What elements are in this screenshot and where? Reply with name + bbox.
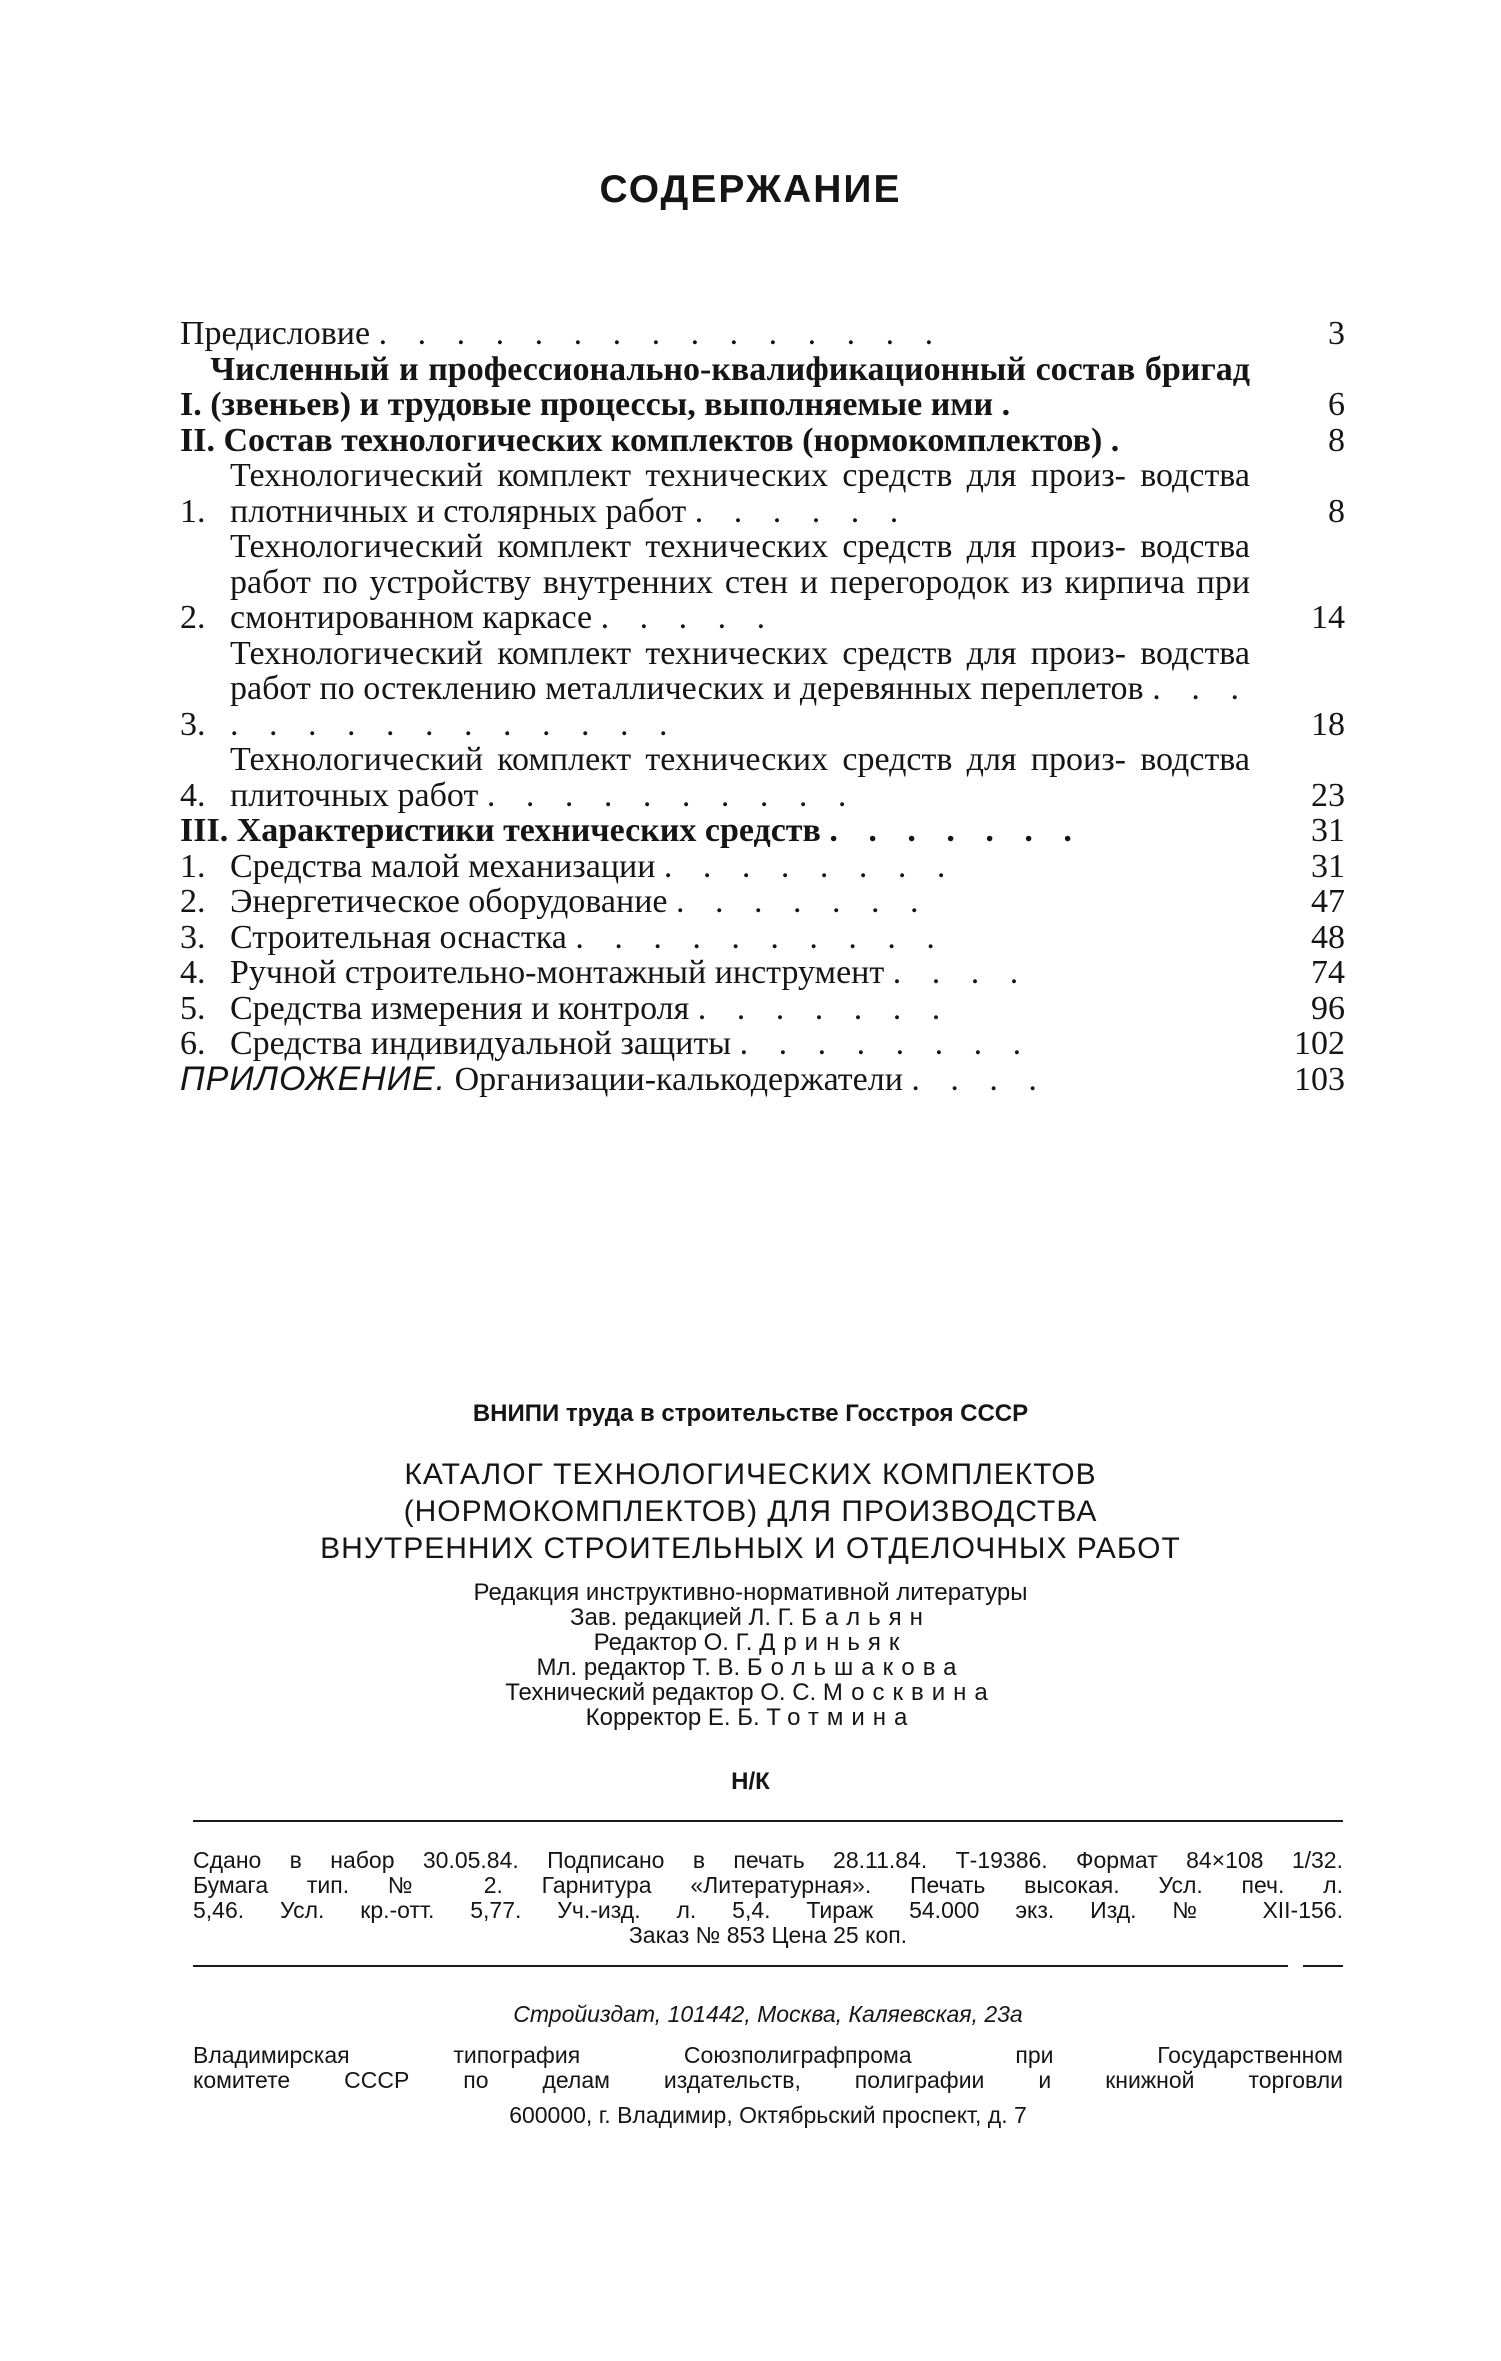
printer-line: комитете СССР по делам издательств, полиграфии и книжной торговли: [193, 2067, 1343, 2093]
toc-entry-number: III.: [180, 812, 237, 849]
toc-page-number: 8: [1328, 492, 1345, 530]
toc-entry-text: [223, 423, 1250, 459]
publisher-address: Стройиздат, 101442, Москва, Каляевская, 23а: [513, 2001, 1023, 2027]
toc-entry: [180, 1059, 1345, 1098]
credit-surname: Дриньяк: [759, 1629, 908, 1656]
credit-line: [0, 1630, 1501, 1655]
toc-entry-line: Строительная оснастка: [230, 918, 567, 956]
credit-initials: О. С.: [760, 1679, 817, 1706]
toc-entry: [180, 849, 1345, 885]
credit-surname: Бальян: [801, 1604, 931, 1631]
credit-role: Технический редактор: [505, 1679, 754, 1706]
toc-entry: [180, 884, 1345, 920]
toc-entry-text: [237, 813, 1250, 849]
toc-entry-number: 2.: [180, 883, 206, 920]
toc-page-number: 18: [1311, 705, 1345, 743]
toc-title: СОДЕРЖАНИЕ: [599, 168, 902, 211]
toc-page-number: 8: [1328, 421, 1345, 459]
toc-entry: [180, 423, 1345, 459]
toc-entry-text: [230, 991, 1250, 1027]
toc-entry-text: [230, 742, 1250, 813]
divider-rule: [193, 1820, 1343, 1822]
toc-entry-text: [230, 636, 1250, 743]
toc-entry-line: Средства малой механизации: [230, 847, 656, 885]
toc-entry-line: Средства измерения и контроля: [230, 989, 690, 1027]
toc-leader-dots: . . . . . . .: [697, 989, 952, 1027]
toc-entry-line: Организации-калькодержатели: [454, 1060, 903, 1098]
toc-entry-number: 4.: [180, 776, 206, 814]
toc-entry: [180, 991, 1345, 1027]
toc-entry-number: 1.: [180, 847, 206, 885]
nk-mark: Н/К: [731, 1768, 770, 1795]
credit-line: [0, 1655, 1501, 1680]
toc-entry: [180, 742, 1345, 813]
toc-leader-dots: . . . . . . . .: [739, 1025, 1033, 1062]
toc-page-number: 74: [1311, 954, 1345, 991]
toc-entry-number: II.: [180, 421, 224, 459]
toc-entry-line: Энергетическое оборудование: [230, 883, 668, 920]
toc-entry-text: [230, 849, 1250, 885]
credit-role: Корректор: [585, 1704, 702, 1731]
table-of-contents: [180, 316, 1345, 1097]
toc-entry-number: 5.: [180, 989, 206, 1027]
toc-entry-text: [180, 1059, 1250, 1098]
credit-role: Зав. редакцией: [570, 1604, 742, 1631]
toc-entry-text: [230, 884, 1250, 920]
imprint-line: Заказ № 853 Цена 25 коп.: [628, 1922, 908, 1948]
publisher-line: ВНИПИ труда в строительстве Госстроя СССР: [472, 1400, 1029, 1427]
toc-entry-line: бригад (звеньев) и трудовые процессы, выполняемые ими: [210, 350, 1250, 423]
toc-entry-number: 3.: [180, 705, 206, 743]
toc-leader-dots: . . . . . .: [694, 492, 910, 530]
toc-entry: [180, 1026, 1345, 1062]
toc-entry-line: Технологический комплект технических средств для произ-: [230, 634, 1126, 672]
credit-line: [0, 1705, 1501, 1730]
credit-initials: Т. В.: [692, 1654, 741, 1681]
toc-leader-dots: . . . . . . .: [829, 812, 1083, 849]
credit-line: [0, 1605, 1501, 1630]
toc-entry-number: 4.: [180, 954, 206, 991]
toc-entry-number: 2.: [180, 599, 206, 636]
toc-entry: [180, 316, 1345, 352]
printer-city: 600000, г. Владимир, Октябрьский проспект, д. 7: [509, 2102, 1027, 2128]
toc-entry-text: [230, 955, 1250, 991]
editorial-office: Редакция инструктивно-нормативной литературы: [473, 1579, 1028, 1606]
toc-entry-number: I.: [180, 386, 211, 423]
toc-entry-line: Характеристики технических средств: [236, 812, 821, 849]
toc-page-number: 47: [1311, 883, 1345, 920]
credit-surname: Тотмина: [766, 1704, 916, 1731]
toc-leader-dots: . . . . . . .: [675, 883, 930, 920]
toc-leader-dots: . . . .: [892, 954, 1030, 991]
book-title-line: ВНУТРЕННИХ СТРОИТЕЛЬНЫХ И ОТДЕЛОЧНЫХ РАБОТ: [320, 1532, 1181, 1565]
toc-entry-line: Технологический комплект технических средств для произ-: [230, 457, 1126, 494]
toc-entry: [180, 352, 1345, 423]
toc-entry-number: 1.: [180, 492, 206, 530]
credit-surname: Москвина: [822, 1679, 996, 1706]
toc-entry-line: Средства индивидуальной защиты: [230, 1025, 732, 1062]
appendix-label: ПРИЛОЖЕНИЕ.: [180, 1059, 447, 1098]
toc-entry-line: Предисловие: [180, 315, 371, 352]
imprint-line: Бумага тип. № 2. Гарнитура «Литературная». Печать высокая. Усл. печ. л.: [193, 1872, 1343, 1898]
toc-leader-dots: . . . . . . . .: [663, 847, 957, 885]
credit-role: Мл. редактор: [536, 1654, 686, 1681]
credit-initials: Л. Г.: [748, 1604, 795, 1631]
toc-entry-line: переплетов: [980, 670, 1144, 707]
toc-entry: [180, 458, 1345, 529]
toc-leader-dots: .: [1110, 421, 1131, 459]
toc-entry-line: из кирпича при смонтированном каркасе: [230, 563, 1251, 636]
toc-leader-dots: .: [1001, 386, 1022, 423]
toc-entry-number: 6.: [180, 1025, 206, 1062]
toc-entry: [180, 636, 1345, 743]
divider-rule-short: [1303, 1965, 1343, 1967]
divider-rule: [193, 1965, 1288, 1967]
imprint-line: Сдано в набор 30.05.84. Подписано в печать 28.11.84. Т-19386. Формат 84×108 1/32.: [193, 1847, 1343, 1873]
toc-page-number: 6: [1328, 386, 1345, 423]
toc-entry: [180, 529, 1345, 636]
toc-entry: [180, 920, 1345, 956]
credit-role: Редактор: [593, 1629, 697, 1656]
toc-entry-line: водства работ по устройству внутренних стен и перегородок: [230, 528, 1251, 601]
credit-initials: Е. Б.: [707, 1704, 760, 1731]
toc-entry-text: [210, 352, 1250, 423]
toc-page-number: 3: [1328, 315, 1345, 352]
credit-surname: Большакова: [746, 1654, 965, 1681]
book-title-line: (НОРМОКОМПЛЕКТОВ) ДЛЯ ПРОИЗВОДСТВА: [403, 1495, 1098, 1528]
toc-page-number: 96: [1311, 989, 1345, 1027]
book-title: [0, 1456, 1501, 1567]
toc-page-number: 31: [1311, 847, 1345, 885]
printer-block: [193, 2002, 1343, 2128]
toc-page-number: 48: [1311, 918, 1345, 956]
toc-page-number: 23: [1311, 776, 1345, 814]
toc-page-number: 31: [1311, 812, 1345, 849]
toc-entry-line: Численный и профессионально-квалификационный состав: [210, 350, 1136, 388]
toc-entry-line: водства работ по остеклению металлических и деревянных: [230, 634, 1251, 707]
toc-page-number: 102: [1294, 1025, 1345, 1062]
credit-line: [0, 1680, 1501, 1705]
toc-entry: [180, 955, 1345, 991]
toc-leader-dots: . . . . . . . . . . . . . . .: [230, 670, 1250, 743]
credits: [0, 1580, 1501, 1730]
toc-entry-line: Состав технологических комплектов (нормокомплектов): [223, 421, 1103, 459]
toc-entry-line: водства плотничных и столярных работ: [230, 457, 1251, 530]
book-title-line: КАТАЛОГ ТЕХНОЛОГИЧЕСКИХ КОМПЛЕКТОВ: [404, 1458, 1097, 1491]
toc-leader-dots: . . . . . . . . . . . . . . .: [378, 315, 945, 352]
toc-entry-text: [230, 458, 1250, 529]
toc-page-number: 14: [1311, 599, 1345, 636]
imprint-block: [193, 1848, 1343, 1948]
toc-leader-dots: . . . . . . . . . .: [575, 918, 946, 956]
toc-leader-dots: . . . . .: [600, 599, 777, 636]
toc-entry-line: Ручной строительно-монтажный инструмент: [230, 954, 885, 991]
toc-entry-text: [230, 529, 1250, 636]
toc-entry-number: 3.: [180, 918, 206, 956]
toc-leader-dots: . . . . . . . . . .: [486, 776, 858, 814]
toc-entry-line: водства плиточных работ: [230, 741, 1251, 814]
imprint-line: 5,46. Усл. кр.-отт. 5,77. Уч.-изд. л. 5,4. Тираж 54.000 экз. Изд. № XII-156.: [193, 1897, 1343, 1923]
toc-entry-text: [230, 920, 1250, 956]
toc-entry: [180, 813, 1345, 849]
toc-entry-line: Технологический комплект технических средств для произ-: [230, 528, 1126, 565]
credit-initials: О. Г.: [703, 1629, 753, 1656]
toc-entry-text: [230, 1026, 1250, 1062]
toc-entry-line: Технологический комплект технических средств для произ-: [230, 741, 1126, 778]
toc-leader-dots: . . . .: [911, 1060, 1048, 1098]
printer-line: Владимирская типография Союзполиграфпрома при Государственном: [193, 2042, 1343, 2068]
toc-page-number: 103: [1294, 1060, 1345, 1098]
toc-entry-text: [180, 316, 1250, 352]
